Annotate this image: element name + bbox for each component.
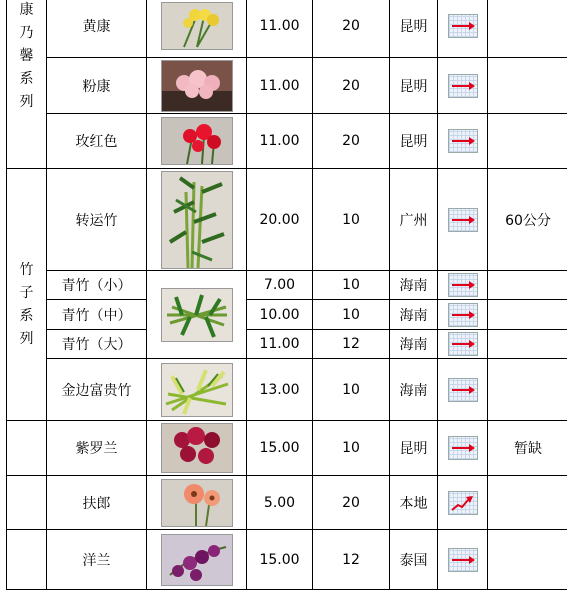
origin-cell: 昆明	[390, 114, 438, 169]
category-cell-empty	[7, 530, 47, 590]
orchid-photo	[161, 534, 233, 586]
trend-cell	[438, 0, 488, 58]
yellow-carnation-photo	[161, 2, 233, 50]
flat-arrow-icon	[448, 14, 478, 38]
table-row	[7, 359, 567, 421]
green-bamboo-image	[162, 289, 232, 341]
golden-edge-bamboo-image	[162, 364, 232, 416]
table-row	[7, 58, 567, 114]
quantity-cell: 20	[313, 476, 390, 530]
trend-cell	[438, 359, 488, 421]
flower-name: 洋兰	[47, 530, 147, 590]
price-cell: 7.00	[247, 271, 313, 300]
table-row	[7, 271, 567, 300]
trend-cell	[438, 300, 488, 330]
trend-cell	[438, 421, 488, 476]
category-char: 馨	[7, 45, 46, 68]
category-char: 列	[7, 328, 46, 351]
flat-arrow-icon	[448, 208, 478, 232]
note-cell: 60公分	[488, 169, 567, 271]
flower-name: 黄康	[47, 0, 147, 58]
flower-name: 扶郎	[47, 476, 147, 530]
origin-cell: 广州	[390, 169, 438, 271]
category-cell-carnation	[7, 0, 47, 169]
origin-cell: 本地	[390, 476, 438, 530]
table-row	[7, 300, 567, 330]
table-row	[7, 169, 567, 271]
quantity-cell: 20	[313, 0, 390, 58]
flower-name: 玫红色	[47, 114, 147, 169]
flower-name: 金边富贵竹	[47, 359, 147, 421]
flower-name: 粉康	[47, 58, 147, 114]
category-char: 列	[7, 91, 46, 114]
origin-cell: 昆明	[390, 58, 438, 114]
origin-cell: 昆明	[390, 421, 438, 476]
flower-photo-cell	[147, 58, 247, 114]
table-row	[7, 330, 567, 359]
flat-arrow-icon	[448, 378, 478, 402]
flat-arrow-icon	[448, 548, 478, 572]
gerbera-image	[162, 480, 232, 526]
origin-cell: 泰国	[390, 530, 438, 590]
quantity-cell: 12	[313, 530, 390, 590]
trend-cell	[438, 271, 488, 300]
flower-photo-cell	[147, 271, 247, 359]
quantity-cell: 20	[313, 114, 390, 169]
origin-cell: 海南	[390, 271, 438, 300]
price-cell: 10.00	[247, 300, 313, 330]
rising-trend-icon	[448, 491, 478, 515]
price-cell: 15.00	[247, 421, 313, 476]
trend-cell	[438, 169, 488, 271]
trend-cell	[438, 530, 488, 590]
category-char: 乃	[7, 22, 46, 45]
rose-red-carnation-photo	[161, 117, 233, 165]
note-cell	[488, 300, 567, 330]
table-row	[7, 530, 567, 590]
flower-photo-cell	[147, 530, 247, 590]
quantity-cell: 10	[313, 359, 390, 421]
gerbera-photo	[161, 479, 233, 527]
category-cell-empty	[7, 476, 47, 530]
origin-cell: 海南	[390, 300, 438, 330]
pink-carnation-photo	[161, 60, 233, 112]
price-cell: 5.00	[247, 476, 313, 530]
note-cell	[488, 476, 567, 530]
category-char: 竹	[7, 259, 46, 282]
price-cell: 11.00	[247, 0, 313, 58]
table-row	[7, 114, 567, 169]
trend-cell	[438, 114, 488, 169]
price-cell: 11.00	[247, 58, 313, 114]
flower-photo-cell	[147, 169, 247, 271]
quantity-cell: 10	[313, 169, 390, 271]
flower-photo-cell	[147, 114, 247, 169]
price-cell: 11.00	[247, 330, 313, 359]
note-cell	[488, 271, 567, 300]
category-char: 系	[7, 68, 46, 91]
table-row	[7, 0, 567, 58]
flat-arrow-icon	[448, 303, 478, 327]
note-cell	[488, 530, 567, 590]
price-cell: 11.00	[247, 114, 313, 169]
flat-arrow-icon	[448, 129, 478, 153]
category-char: 子	[7, 282, 46, 305]
rose-red-carnation-image	[162, 118, 232, 164]
flat-arrow-icon	[448, 74, 478, 98]
stock-flower-image	[162, 424, 232, 472]
origin-cell: 海南	[390, 330, 438, 359]
orchid-image	[162, 535, 232, 585]
quantity-cell: 10	[313, 271, 390, 300]
trend-cell	[438, 330, 488, 359]
quantity-cell: 20	[313, 58, 390, 114]
pink-carnation-image	[162, 61, 232, 111]
stock-flower-photo	[161, 423, 233, 473]
note-cell	[488, 359, 567, 421]
flower-photo-cell	[147, 421, 247, 476]
trend-cell	[438, 58, 488, 114]
price-cell: 20.00	[247, 169, 313, 271]
lucky-bamboo-photo	[161, 171, 233, 269]
flower-name: 青竹（中）	[47, 300, 147, 330]
category-char: 系	[7, 305, 46, 328]
green-bamboo-photo	[161, 288, 233, 342]
flower-name: 青竹（大）	[47, 330, 147, 359]
flower-name: 青竹（小）	[47, 271, 147, 300]
flat-arrow-icon	[448, 332, 478, 356]
note-cell	[488, 0, 567, 58]
trend-cell	[438, 476, 488, 530]
table-row	[7, 476, 567, 530]
flat-arrow-icon	[448, 273, 478, 297]
table-row	[7, 421, 567, 476]
note-cell: 暂缺	[488, 421, 567, 476]
category-cell-bamboo	[7, 169, 47, 421]
origin-cell: 海南	[390, 359, 438, 421]
flower-photo-cell	[147, 359, 247, 421]
price-cell: 15.00	[247, 530, 313, 590]
note-cell	[488, 114, 567, 169]
yellow-carnation-image	[162, 3, 232, 49]
note-cell	[488, 330, 567, 359]
quantity-cell: 12	[313, 330, 390, 359]
category-cell-empty	[7, 421, 47, 476]
origin-cell: 昆明	[390, 0, 438, 58]
flower-price-table	[6, 0, 567, 590]
quantity-cell: 10	[313, 421, 390, 476]
note-cell	[488, 58, 567, 114]
flower-name: 紫罗兰	[47, 421, 147, 476]
golden-edge-bamboo-photo	[161, 363, 233, 417]
quantity-cell: 10	[313, 300, 390, 330]
flower-photo-cell	[147, 0, 247, 58]
category-char: 康	[7, 0, 46, 22]
lucky-bamboo-image	[162, 172, 232, 268]
price-cell: 13.00	[247, 359, 313, 421]
flower-name: 转运竹	[47, 169, 147, 271]
flower-photo-cell	[147, 476, 247, 530]
flat-arrow-icon	[448, 436, 478, 460]
